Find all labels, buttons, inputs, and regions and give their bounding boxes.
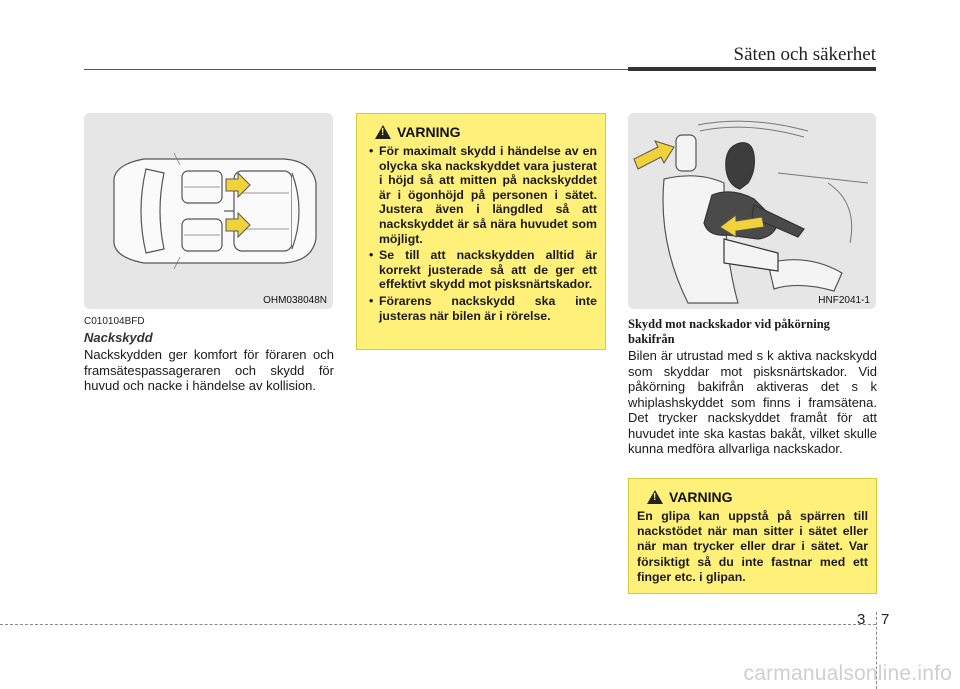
warning-box-latch-gap <box>628 478 877 594</box>
warning-header <box>647 489 868 505</box>
warning-list <box>367 144 597 323</box>
warning-title: VARNING <box>397 124 461 140</box>
warning-item: • För maximalt skydd i händelse av en olycka ska nackskyddet vara justerat i höjd så att mitten på nackskyddet är i ögonhöjd på personen i sätet. Justera även i längdled så att nackskyddet är så nära huvudet som möjligt. <box>367 144 597 246</box>
warning-item: • Förarens nackskydd ska inte justeras när bilen är i rörelse. <box>367 294 597 323</box>
image-code-label: OHM038048N <box>263 295 327 306</box>
driver-seat-drawing <box>628 113 876 309</box>
watermark-text: carmanualsonline.info <box>743 662 952 685</box>
driver-seat-illustration <box>628 113 876 309</box>
subheading-nackskydd: Nackskydd <box>84 330 153 345</box>
warning-item: • Se till att nackskydden alltid är korrekt justerade så att de ger ett effektivt skydd mot pisksnärtskador. <box>367 248 597 292</box>
section-code: C010104BFD <box>84 316 145 327</box>
footer-rule <box>0 624 876 625</box>
warning-triangle-icon <box>375 125 391 139</box>
right-paragraph: Bilen är utrustad med s k aktiva nackskydd som skyddar mot pisksnärtskador. Vid påkörning bakifrån aktiveras det s k whiplashskyddet som finns i framsätena. Det trycker nackskyddet framåt för att huvudet inte ska kastas bakåt, vilket skulle kunna medföra allvarliga nackskador. <box>628 348 877 456</box>
warning-title: VARNING <box>669 489 733 505</box>
heading-rear-impact: Skydd mot nackskador vid påkörning bakifrån <box>628 317 830 346</box>
warning-triangle-icon <box>647 490 663 504</box>
header-rule-accent <box>628 67 876 71</box>
warning-text: En glipa kan uppstå på spärren till nackstödet när man sitter i sätet eller när man trycker eller drar i sätet. Var försiktigt så du inte fastnar med ett finger etc. i glipan. <box>637 509 868 584</box>
page-header-title: Säten och säkerhet <box>733 44 876 65</box>
page-number: 7 <box>881 611 890 628</box>
page-section-number: 3 <box>857 611 866 628</box>
warning-header <box>375 124 597 140</box>
warning-box-headrest <box>356 113 606 350</box>
car-topview-drawing <box>84 113 333 309</box>
image-code-label: HNF2041-1 <box>818 295 870 306</box>
header-rule <box>84 69 644 70</box>
left-paragraph: Nackskydden ger komfort för föraren och framsätespassageraren och skydd för huvud och nacke i händelse av kollision. <box>84 347 334 393</box>
car-topview-illustration <box>84 113 333 309</box>
